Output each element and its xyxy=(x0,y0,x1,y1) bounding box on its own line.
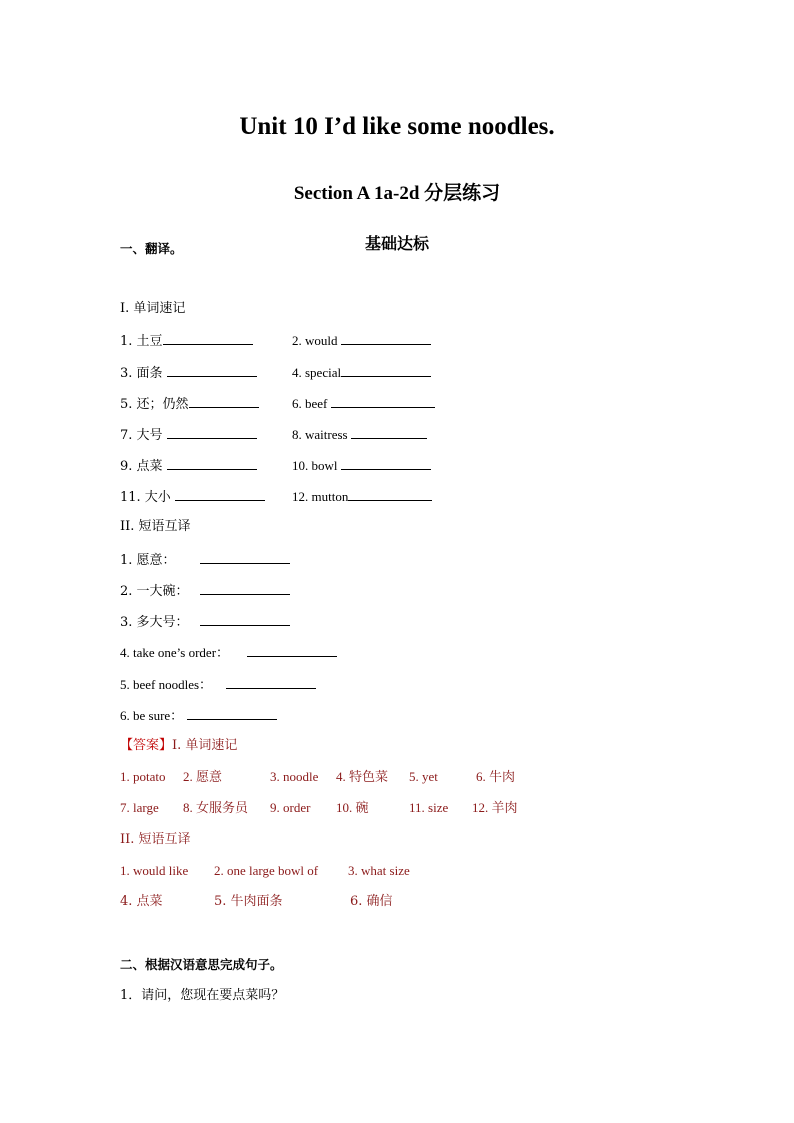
answer-item: 12. 羊肉 xyxy=(472,800,518,815)
vocab-item: 5. 还；仍然 xyxy=(120,394,259,414)
answer-blank[interactable] xyxy=(341,331,431,345)
page-title: Unit 10 I’d like some noodles. xyxy=(239,113,555,140)
vocab-item: 3. 面条 xyxy=(120,363,257,383)
answer-blank[interactable] xyxy=(200,550,290,564)
phrase-item: 6. be sure： xyxy=(120,706,277,725)
vocab-heading: I. 单词速记 xyxy=(120,301,186,316)
answer-item: 8. 女服务员 xyxy=(183,800,249,815)
vocab-item: 10. bowl xyxy=(292,456,431,475)
vocab-item: 11. 大小 xyxy=(120,487,265,507)
question-1: 1．请问，您现在要点菜吗？ xyxy=(120,988,285,1003)
answer-row xyxy=(120,768,680,788)
answer-item: 6. 确信 xyxy=(350,894,393,909)
answer-blank[interactable] xyxy=(175,487,265,501)
answer-blank[interactable] xyxy=(348,487,432,501)
answer-item: 9. order xyxy=(270,800,311,815)
answer-item: 1. potato xyxy=(120,769,166,784)
section-subtitle: Section A 1a-2d 分层练习 xyxy=(293,183,501,204)
vocab-item: 2. would xyxy=(292,331,431,350)
answer-blank[interactable] xyxy=(163,331,253,345)
answer-blank[interactable] xyxy=(200,581,290,595)
answer-row xyxy=(120,893,680,913)
answer-row xyxy=(120,862,680,882)
answer-blank[interactable] xyxy=(341,456,431,470)
answer-item: 6. 牛肉 xyxy=(476,769,516,784)
phrase-item: 2. 一大碗： xyxy=(120,581,290,601)
answer-item: 4. 特色菜 xyxy=(336,769,389,784)
answer-blank[interactable] xyxy=(167,363,257,377)
vocab-item: 7. 大号 xyxy=(120,425,257,445)
vocab-item: 12. mutton xyxy=(292,487,432,506)
answer-item: 10. 碗 xyxy=(336,800,369,815)
answer-blank[interactable] xyxy=(351,425,427,439)
answer-heading: 【答案】I. 单词速记 xyxy=(120,738,238,753)
answer-item: 7. large xyxy=(120,800,159,815)
answer-item: 4. 点菜 xyxy=(120,894,163,909)
answer-blank[interactable] xyxy=(226,675,316,689)
answer-item: 2. 愿意 xyxy=(183,769,223,784)
phrase-item: 5. beef noodles： xyxy=(120,675,316,694)
answer-item: 3. noodle xyxy=(270,769,319,784)
answer-blank[interactable] xyxy=(200,612,290,626)
answer-subheading: II. 短语互译 xyxy=(120,832,191,847)
phrase-item: 4. take one’s order： xyxy=(120,643,337,662)
answer-blank[interactable] xyxy=(331,394,435,408)
vocab-item: 9. 点菜 xyxy=(120,456,257,476)
answer-blank[interactable] xyxy=(189,394,259,408)
answer-blank[interactable] xyxy=(247,643,337,657)
vocab-item: 4. special xyxy=(292,363,431,382)
answer-blank[interactable] xyxy=(341,363,431,377)
part1-heading: 一、翻译。 xyxy=(120,241,183,256)
level-heading: 基础达标 xyxy=(364,234,429,253)
answer-item: 1. would like xyxy=(120,863,189,878)
phrase-item: 1. 愿意： xyxy=(120,550,290,570)
answer-item: 2. one large bowl of xyxy=(214,863,319,878)
vocab-item: 8. waitress xyxy=(292,425,427,444)
answer-blank[interactable] xyxy=(167,456,257,470)
answer-blank[interactable] xyxy=(167,425,257,439)
vocab-item: 6. beef xyxy=(292,394,435,413)
answer-label: 【答案】 xyxy=(120,738,173,753)
answer-blank[interactable] xyxy=(187,706,277,720)
answer-item: 5. 牛肉面条 xyxy=(214,894,283,909)
answer-row xyxy=(120,799,680,819)
part2-heading: 二、根据汉语意思完成句子。 xyxy=(120,957,283,972)
phrases-heading: II. 短语互译 xyxy=(120,519,191,534)
phrase-item: 3. 多大号： xyxy=(120,612,290,632)
answer-item: 11. size xyxy=(409,800,449,815)
vocab-item: 1. 土豆 xyxy=(120,331,253,351)
answer-item: 5. yet xyxy=(409,769,438,784)
answer-item: 3. what size xyxy=(348,863,410,878)
